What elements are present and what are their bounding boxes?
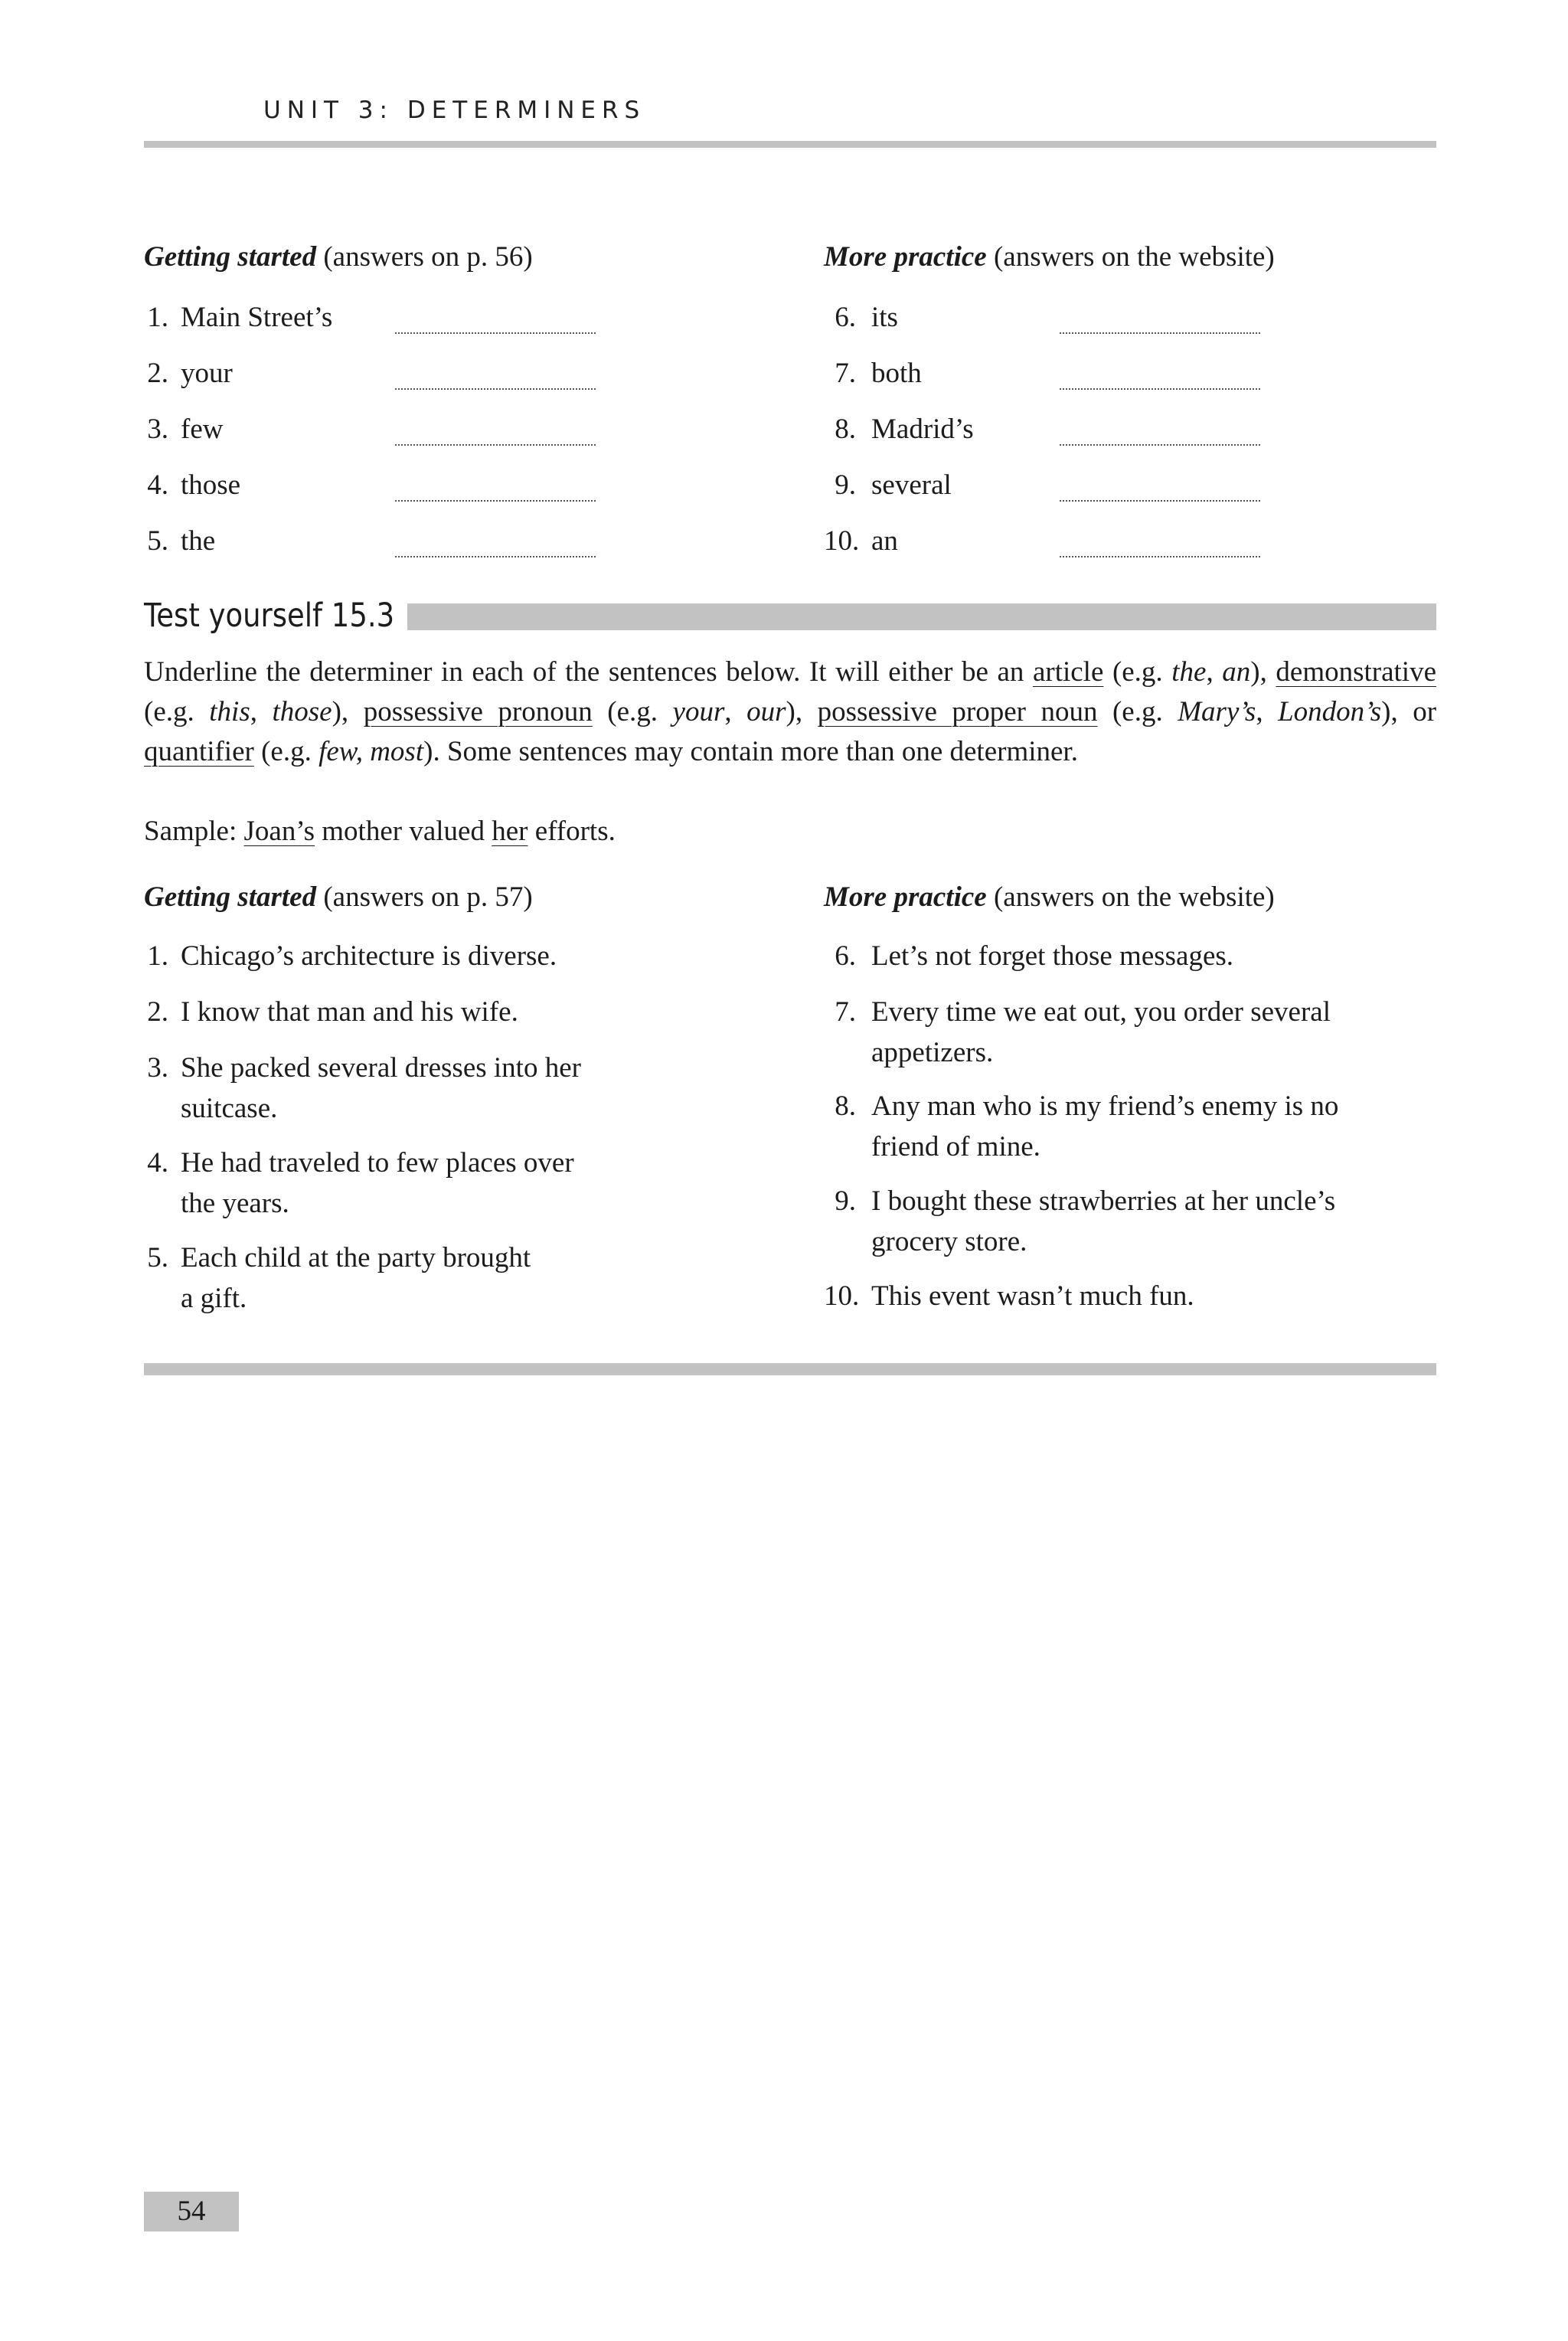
answer-blank[interactable]	[1060, 500, 1260, 502]
exercise-sentence: 8. Any man who is my friend’s enemy is no friend of mine.	[835, 1090, 1339, 1162]
answer-blank[interactable]	[395, 388, 596, 390]
part1-left-heading: Getting started (answers on p. 56)	[144, 241, 533, 273]
answer-blank[interactable]	[395, 444, 596, 446]
header-rule	[144, 141, 1436, 148]
exercise-sentence: 6. Let’s not forget those messages.	[835, 940, 1234, 972]
section-bar	[407, 603, 1436, 630]
exercise-sentence: 3. She packed several dresses into her suitcase.	[147, 1052, 581, 1124]
part2-right-heading: More practice (answers on the website)	[824, 881, 1275, 913]
exercise-sentence: 2. I know that man and his wife.	[147, 996, 518, 1028]
answer-blank[interactable]	[395, 500, 596, 502]
section-end-rule	[144, 1363, 1436, 1375]
answer-blank[interactable]	[395, 332, 596, 334]
answer-blank[interactable]	[1060, 388, 1260, 390]
exercise-sentence: 7. Every time we eat out, you order several appetizers.	[835, 996, 1331, 1068]
exercise-sentence: 9. I bought these strawberries at her uncle’s grocery store.	[835, 1185, 1336, 1257]
page-number-box	[144, 2192, 239, 2231]
answer-blank[interactable]	[395, 556, 596, 557]
exercise-sentence: 4. He had traveled to few places over the years.	[147, 1147, 574, 1219]
sample-sentence: Sample: Joan’s mother valued her efforts.	[144, 816, 616, 847]
page-number: 54	[177, 2196, 206, 2227]
part1-right-heading: More practice (answers on the website)	[824, 241, 1275, 273]
answer-blank[interactable]	[1060, 556, 1260, 557]
unit-header: UNIT 3: DETERMINERS	[263, 96, 646, 124]
instructions: Underline the determiner in each of the sentences below. It will either be an article (e.g. the, an), demonstrative (e.g. this, those), possessive pronoun (e.g. your, our), possessive proper noun (e.g. Mary’s, London’s), or quantifier (e.g. few, most). Some sentences may contain more than one determiner.	[144, 656, 1437, 767]
part2-left-heading: Getting started (answers on p. 57)	[144, 881, 533, 913]
exercise-sentence: 1. Chicago’s architecture is diverse.	[147, 940, 557, 972]
section-title: Test yourself 15.3	[144, 597, 395, 635]
exercise-sentence: 5. Each child at the party brought a gift.	[147, 1242, 531, 1314]
exercise-sentence: 10. This event wasn’t much fun.	[824, 1280, 1194, 1312]
answer-blank[interactable]	[1060, 332, 1260, 334]
answer-blank[interactable]	[1060, 444, 1260, 446]
